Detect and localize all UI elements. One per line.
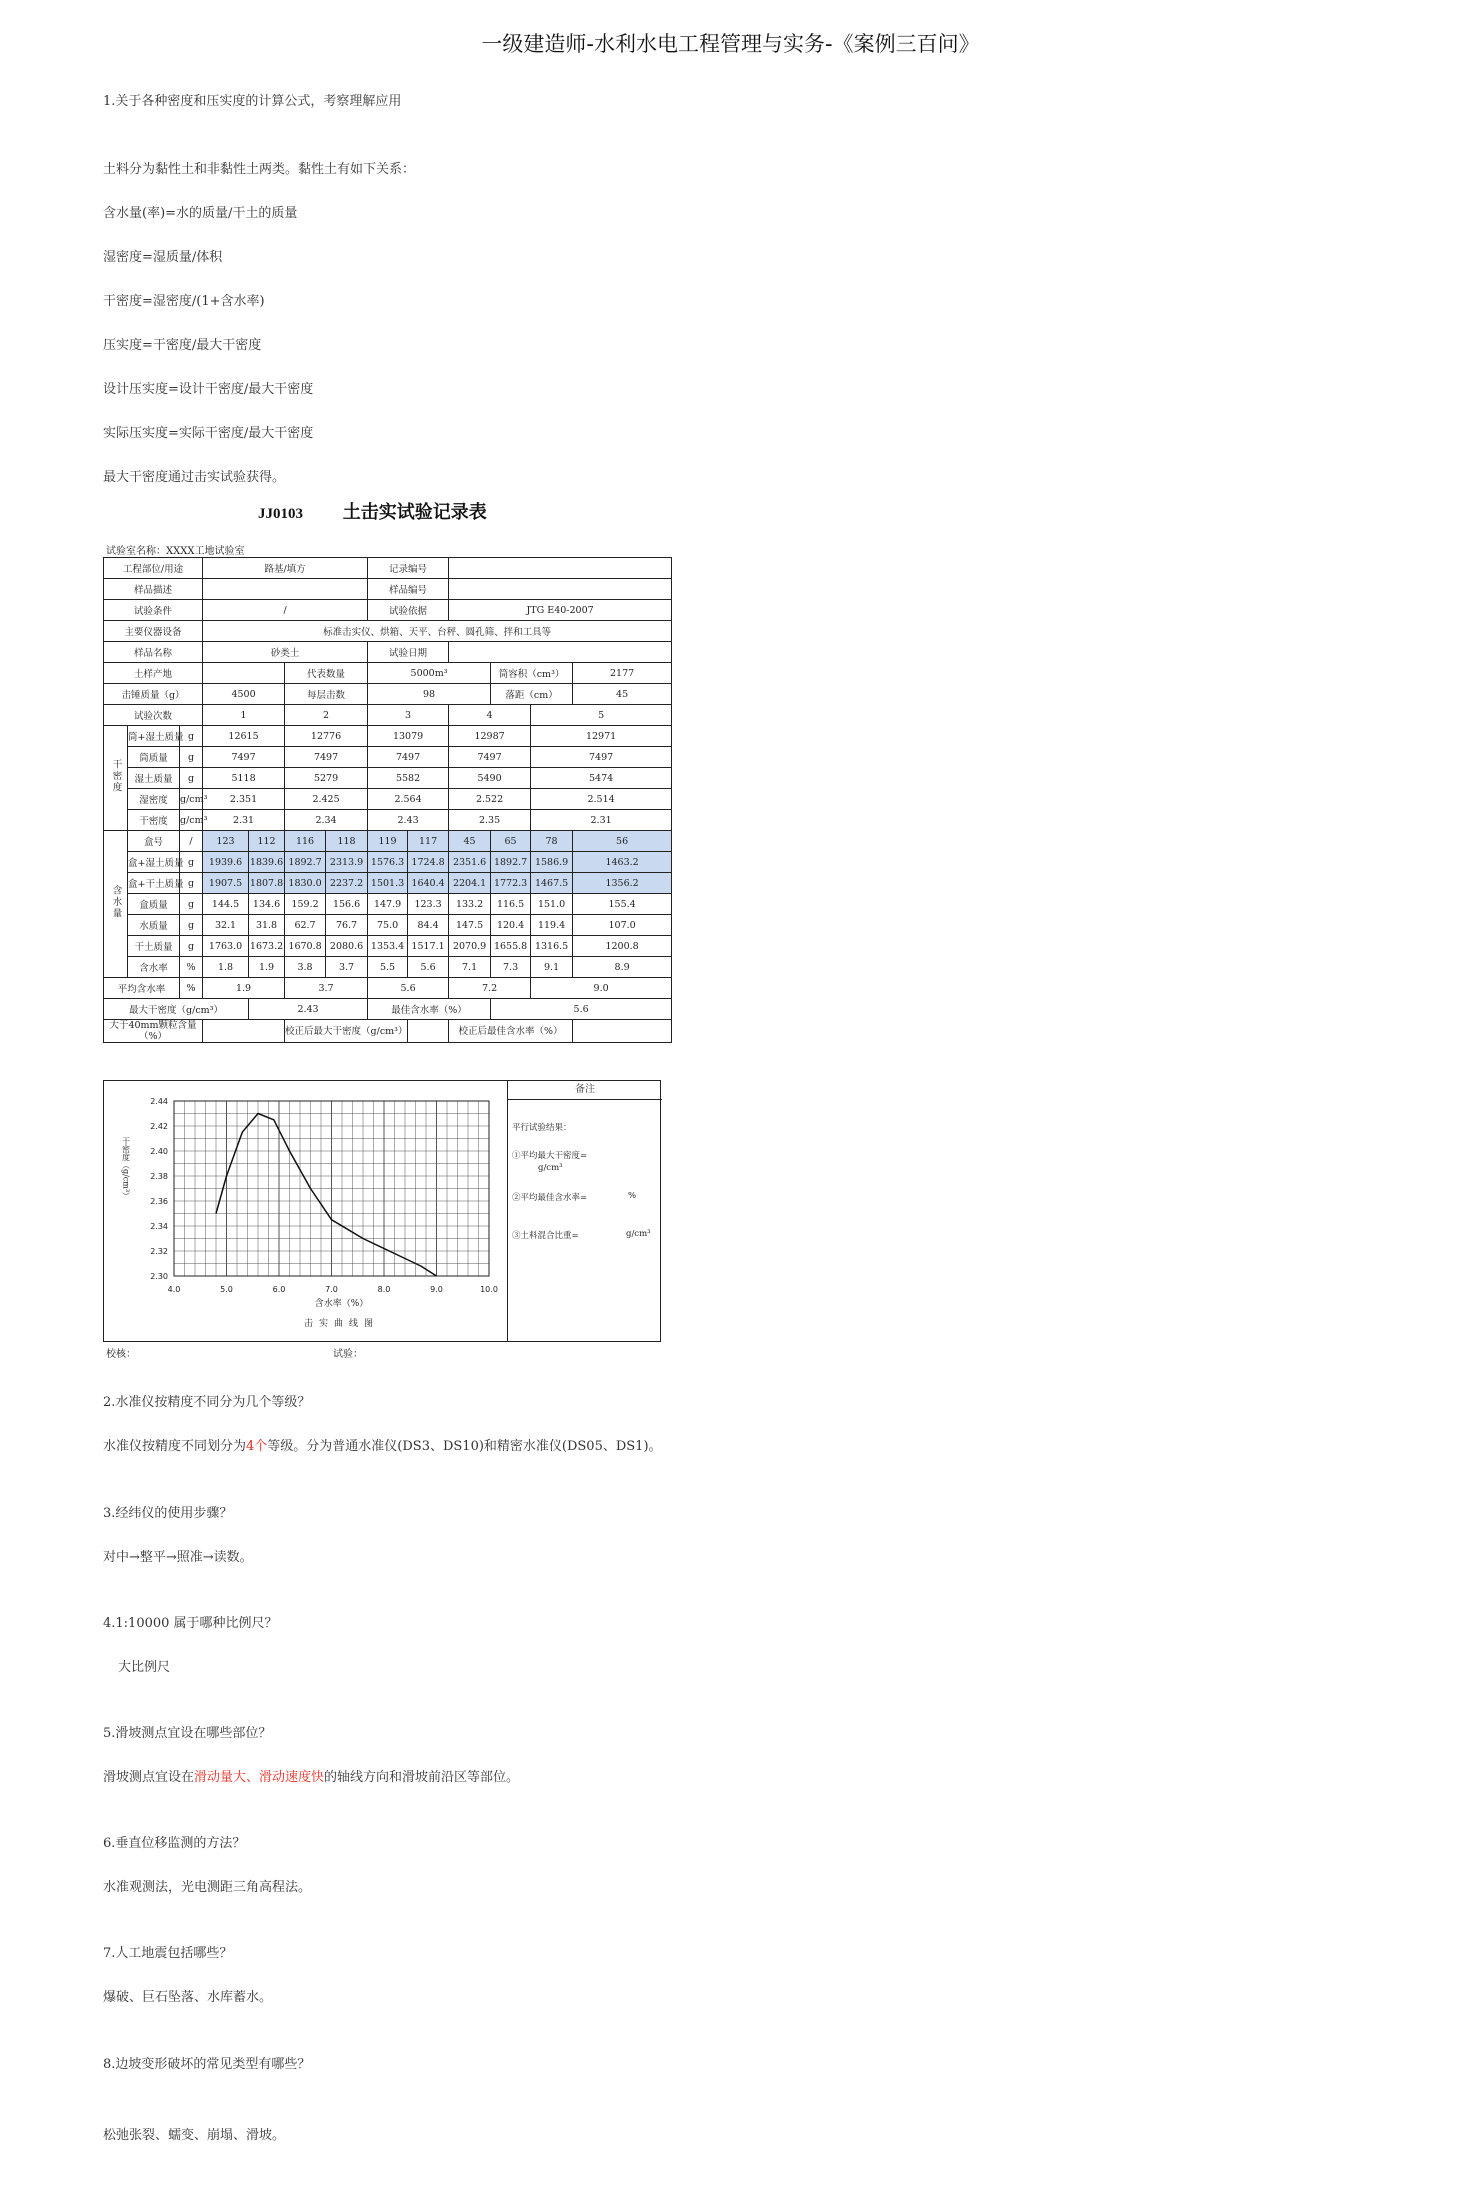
answer-2-post: 等级。分为普通水准仪(DS3、DS10)和精密水准仪(DS05、DS1)。 <box>267 1439 662 1454</box>
form-code: JJ0103 <box>258 506 303 522</box>
check-label: 校核： <box>106 1349 136 1360</box>
formula-actual-compaction: 实际压实度=实际干密度/最大干密度 <box>103 426 314 441</box>
value-cell: 76.7 <box>326 915 368 936</box>
intro-text: 土料分为黏性土和非黏性土两类。黏性土有如下关系： <box>103 162 416 177</box>
dry-density-row <box>104 789 672 810</box>
row-unit: g <box>180 852 203 873</box>
row-unit: g <box>180 747 203 768</box>
value-cell: 1772.3 <box>491 873 531 894</box>
answer-2-highlight: 4个 <box>246 1439 268 1454</box>
answer-5 <box>103 1766 519 1785</box>
cell: 5.6 <box>491 999 672 1020</box>
cell: 试验条件 <box>104 600 203 621</box>
answer-5-post: 的轴线方向和滑坡前沿区等部位。 <box>324 1770 520 1785</box>
row-label: 盒号 <box>128 831 180 852</box>
value-cell: 2.43 <box>368 810 449 831</box>
cell <box>449 558 672 579</box>
value-cell: 1673.2 <box>249 936 285 957</box>
value-cell: 2.351 <box>203 789 285 810</box>
value-cell: 5.5 <box>368 957 408 978</box>
value-cell: 159.2 <box>285 894 326 915</box>
value-cell: 7497 <box>368 747 449 768</box>
row-label: 盒+湿土质量 <box>128 852 180 873</box>
row-equipment <box>104 621 672 642</box>
row-label: 含水率 <box>128 957 180 978</box>
water-content-row <box>104 936 672 957</box>
value-cell: 12776 <box>285 726 368 747</box>
value-cell: 7497 <box>203 747 285 768</box>
water-content-row <box>104 873 672 894</box>
cell: 1.9 <box>203 978 285 999</box>
value-cell: 123.3 <box>408 894 449 915</box>
value-cell: 119 <box>368 831 408 852</box>
cell: 每层击数 <box>285 684 368 705</box>
row-sample-desc <box>104 579 672 600</box>
row-label: 干土质量 <box>128 936 180 957</box>
value-cell: 2.34 <box>285 810 368 831</box>
compaction-curve-chart <box>104 1081 504 1341</box>
value-cell: 1.9 <box>249 957 285 978</box>
value-cell: 45 <box>449 831 491 852</box>
note-unit-3: g/cm³ <box>626 1229 651 1239</box>
row-project <box>104 558 672 579</box>
value-cell: 1830.0 <box>285 873 326 894</box>
y-tick-label: 2.44 <box>150 1097 168 1106</box>
question-1: 1.关于各种密度和压实度的计算公式，考察理解应用 <box>103 94 402 109</box>
value-cell: 2.31 <box>531 810 672 831</box>
row-label: 水质量 <box>128 915 180 936</box>
cell: 样品描述 <box>104 579 203 600</box>
question-6: 6.垂直位移监测的方法？ <box>103 1836 246 1851</box>
cell: 落距（cm） <box>491 684 573 705</box>
dry-density-row <box>104 747 672 768</box>
record-table <box>103 557 672 1043</box>
answer-6: 水准观测法，光电测距三角高程法。 <box>103 1880 312 1895</box>
y-tick-label: 2.36 <box>150 1197 168 1206</box>
x-tick-label: 9.0 <box>430 1285 443 1294</box>
value-cell: 1576.3 <box>368 852 408 873</box>
row-unit: g <box>180 936 203 957</box>
answer-8: 松弛张裂、蠕变、崩塌、滑坡。 <box>103 2128 286 2143</box>
answer-2 <box>103 1435 662 1454</box>
x-axis-label: 含水率（%） <box>314 1299 369 1309</box>
cell <box>573 1020 672 1043</box>
y-tick-label: 2.42 <box>150 1122 168 1131</box>
cell: 45 <box>573 684 672 705</box>
compaction-test-record-form <box>103 495 663 1360</box>
answer-7: 爆破、巨石坠落、水库蓄水。 <box>103 1990 273 2005</box>
cell: 平均含水率 <box>104 978 180 999</box>
value-cell: 1655.8 <box>491 936 531 957</box>
row-label: 湿土质量 <box>128 768 180 789</box>
answer-5-highlight: 滑动量大、滑动速度快 <box>194 1770 325 1785</box>
cell: 5000m³ <box>368 663 491 684</box>
cell: 试验次数 <box>104 705 203 726</box>
cell: 记录编号 <box>368 558 449 579</box>
value-cell: 9.1 <box>531 957 573 978</box>
row-unit: g <box>180 894 203 915</box>
value-cell: 2.425 <box>285 789 368 810</box>
value-cell: 1807.8 <box>249 873 285 894</box>
value-cell: 84.4 <box>408 915 449 936</box>
row-avg-wc <box>104 978 672 999</box>
value-cell: 1517.1 <box>408 936 449 957</box>
row-label: 湿密度 <box>128 789 180 810</box>
cell: 3.7 <box>285 978 368 999</box>
value-cell: 32.1 <box>203 915 249 936</box>
row-unit: g/cm³ <box>180 810 203 831</box>
x-tick-label: 5.0 <box>220 1285 233 1294</box>
value-cell: 5118 <box>203 768 285 789</box>
x-tick-label: 6.0 <box>272 1285 286 1294</box>
y-tick-label: 2.34 <box>150 1222 168 1231</box>
value-cell: 1467.5 <box>531 873 573 894</box>
note-avg-opt-wc: ②平均最佳含水率= <box>512 1193 588 1203</box>
value-cell: 5.6 <box>408 957 449 978</box>
cell: 98 <box>368 684 491 705</box>
answer-3: 对中→整平→照准→读数。 <box>103 1550 253 1565</box>
cell: 9.0 <box>531 978 672 999</box>
cell: 最佳含水率（%） <box>368 999 491 1020</box>
value-cell: 8.9 <box>573 957 672 978</box>
question-3: 3.经纬仪的使用步骤？ <box>103 1506 233 1521</box>
compaction-curve-series <box>216 1114 437 1277</box>
value-cell: 156.6 <box>326 894 368 915</box>
water-content-row <box>104 894 672 915</box>
row-unit: g <box>180 726 203 747</box>
y-tick-label: 2.38 <box>150 1172 168 1181</box>
row-label: 盒+干土质量 <box>128 873 180 894</box>
value-cell: 107.0 <box>573 915 672 936</box>
value-cell: 117 <box>408 831 449 852</box>
value-cell: 5279 <box>285 768 368 789</box>
row-unit: g <box>180 768 203 789</box>
value-cell: 7497 <box>285 747 368 768</box>
value-cell: 144.5 <box>203 894 249 915</box>
value-cell: 1353.4 <box>368 936 408 957</box>
x-tick-label: 4.0 <box>167 1285 181 1294</box>
value-cell: 1939.6 <box>203 852 249 873</box>
cell: 1 <box>203 705 285 726</box>
value-cell: 65 <box>491 831 531 852</box>
value-cell: 1763.0 <box>203 936 249 957</box>
cell: 5 <box>531 705 672 726</box>
value-cell: 7497 <box>449 747 531 768</box>
cell: 样品名称 <box>104 642 203 663</box>
value-cell: 1586.9 <box>531 852 573 873</box>
notes-title: 备注 <box>508 1081 662 1100</box>
cell: % <box>180 978 203 999</box>
cell: 7.2 <box>449 978 531 999</box>
value-cell: 62.7 <box>285 915 326 936</box>
value-cell: 2070.9 <box>449 936 491 957</box>
question-4: 4.1:10000 属于哪种比例尺？ <box>103 1616 278 1631</box>
water-content-group <box>104 831 128 978</box>
y-tick-label: 2.30 <box>150 1272 168 1281</box>
cell: 砂类土 <box>203 642 368 663</box>
value-cell: 116.5 <box>491 894 531 915</box>
row-label: 筒+湿土质量 <box>128 726 180 747</box>
cell: 筒容积（cm³） <box>491 663 573 684</box>
cell <box>203 1020 285 1043</box>
row-origin <box>104 663 672 684</box>
group-label: 含水量 <box>110 885 122 920</box>
question-7: 7.人工地震包括哪些？ <box>103 1946 233 1961</box>
cell <box>203 663 285 684</box>
cell: 大于40mm颗粒含量（%） <box>104 1020 203 1043</box>
value-cell: 2.31 <box>203 810 285 831</box>
cell: 校正后最佳含水率（%） <box>449 1020 573 1043</box>
value-cell: 1200.8 <box>573 936 672 957</box>
row-label: 干密度 <box>128 810 180 831</box>
compaction-curve-area <box>103 1080 661 1342</box>
cell: 试验依据 <box>368 600 449 621</box>
value-cell: 123 <box>203 831 249 852</box>
value-cell: 31.8 <box>249 915 285 936</box>
row-label: 筒质量 <box>128 747 180 768</box>
cell: 5.6 <box>368 978 449 999</box>
row-hammer <box>104 684 672 705</box>
form-title <box>258 498 487 524</box>
value-cell: 1724.8 <box>408 852 449 873</box>
water-content-row <box>104 831 672 852</box>
cell: 代表数量 <box>285 663 368 684</box>
formula-wet-density: 湿密度=湿质量/体积 <box>103 250 223 265</box>
cell: 试验日期 <box>368 642 449 663</box>
dry-density-row <box>104 726 672 747</box>
cell: 样品编号 <box>368 579 449 600</box>
form-name: 土击实试验记录表 <box>342 502 487 522</box>
cell: 最大干密度（g/cm³） <box>104 999 249 1020</box>
test-label: 试验： <box>333 1349 363 1360</box>
value-cell: 2.564 <box>368 789 449 810</box>
x-tick-label: 8.0 <box>377 1285 391 1294</box>
value-cell: 119.4 <box>531 915 573 936</box>
value-cell: 112 <box>249 831 285 852</box>
value-cell: 1839.6 <box>249 852 285 873</box>
answer-4: 大比例尺 <box>118 1660 171 1675</box>
page-title: 一级建造师-水利水电工程管理与实务-《案例三百问》 <box>481 32 980 56</box>
value-cell: 133.2 <box>449 894 491 915</box>
formula-design-compaction: 设计压实度=设计干密度/最大干密度 <box>103 382 314 397</box>
dry-density-row <box>104 768 672 789</box>
value-cell: 2.522 <box>449 789 531 810</box>
cell <box>408 1020 449 1043</box>
note-unit-1: g/cm³ <box>538 1163 563 1173</box>
formula-water-content: 含水量(率)=水的质量/干土的质量 <box>103 206 298 221</box>
value-cell: 1670.8 <box>285 936 326 957</box>
value-cell: 2.514 <box>531 789 672 810</box>
value-cell: 1463.2 <box>573 852 672 873</box>
formula-max-dry-density: 最大干密度通过击实试验获得。 <box>103 470 286 485</box>
cell: 4500 <box>203 684 285 705</box>
cell: 工程部位/用途 <box>104 558 203 579</box>
value-cell: 13079 <box>368 726 449 747</box>
cell <box>449 579 672 600</box>
value-cell: 3.7 <box>326 957 368 978</box>
row-unit: g/cm³ <box>180 789 203 810</box>
row-unit: % <box>180 957 203 978</box>
cell: 击锤质量（g） <box>104 684 203 705</box>
value-cell: 7.1 <box>449 957 491 978</box>
y-tick-label: 2.40 <box>150 1147 168 1156</box>
value-cell: 1640.4 <box>408 873 449 894</box>
dry-density-group <box>104 726 128 831</box>
row-corrections <box>104 1020 672 1043</box>
row-label: 盒质量 <box>128 894 180 915</box>
chart-title: 击实曲线图 <box>303 1319 380 1329</box>
value-cell: 1.8 <box>203 957 249 978</box>
value-cell: 1356.2 <box>573 873 672 894</box>
y-tick-label: 2.32 <box>150 1247 168 1256</box>
value-cell: 120.4 <box>491 915 531 936</box>
value-cell: 1907.5 <box>203 873 249 894</box>
value-cell: 1892.7 <box>285 852 326 873</box>
row-max-dry <box>104 999 672 1020</box>
y-axis-label: 干密度（g/cm³） <box>121 1136 131 1201</box>
value-cell: 5474 <box>531 768 672 789</box>
cell: 路基/填方 <box>203 558 368 579</box>
value-cell: 12987 <box>449 726 531 747</box>
value-cell: 2080.6 <box>326 936 368 957</box>
notes-panel <box>507 1081 662 1341</box>
value-cell: 7.3 <box>491 957 531 978</box>
formula-compaction: 压实度=干密度/最大干密度 <box>103 338 262 353</box>
value-cell: 147.5 <box>449 915 491 936</box>
value-cell: 1316.5 <box>531 936 573 957</box>
cell <box>449 642 672 663</box>
note-parallel: 平行试验结果： <box>512 1123 572 1133</box>
answer-5-pre: 滑坡测点宜设在 <box>103 1770 195 1785</box>
cell: 2.43 <box>249 999 368 1020</box>
value-cell: 5582 <box>368 768 449 789</box>
cell: 2177 <box>573 663 672 684</box>
value-cell: 75.0 <box>368 915 408 936</box>
row-conditions <box>104 600 672 621</box>
cell <box>203 579 368 600</box>
water-content-row <box>104 957 672 978</box>
row-sample-name <box>104 642 672 663</box>
water-content-row <box>104 852 672 873</box>
cell: 2 <box>285 705 368 726</box>
cell: 主要仪器设备 <box>104 621 203 642</box>
cell: 校正后最大干密度（g/cm³） <box>285 1020 408 1043</box>
value-cell: 147.9 <box>368 894 408 915</box>
value-cell: 3.8 <box>285 957 326 978</box>
dry-density-row <box>104 810 672 831</box>
cell: 4 <box>449 705 531 726</box>
value-cell: 12615 <box>203 726 285 747</box>
lab-name: 试验室名称：XXXX工地试验室 <box>106 546 245 557</box>
value-cell: 134.6 <box>249 894 285 915</box>
group-label: 干密度 <box>110 759 122 794</box>
value-cell: 2204.1 <box>449 873 491 894</box>
value-cell: 116 <box>285 831 326 852</box>
value-cell: 1892.7 <box>491 852 531 873</box>
value-cell: 155.4 <box>573 894 672 915</box>
value-cell: 7497 <box>531 747 672 768</box>
question-5: 5.滑坡测点宜设在哪些部位？ <box>103 1726 272 1741</box>
row-unit: g <box>180 873 203 894</box>
water-content-row <box>104 915 672 936</box>
question-8: 8.边坡变形破坏的常见类型有哪些？ <box>103 2057 311 2072</box>
value-cell: 151.0 <box>531 894 573 915</box>
note-avg-max-dry: ①平均最大干密度= <box>512 1151 588 1161</box>
value-cell: 5490 <box>449 768 531 789</box>
value-cell: 118 <box>326 831 368 852</box>
row-unit: g <box>180 915 203 936</box>
x-tick-label: 7.0 <box>325 1285 338 1294</box>
value-cell: 2.35 <box>449 810 531 831</box>
formula-dry-density: 干密度=湿密度/(1+含水率) <box>103 294 265 309</box>
cell: 3 <box>368 705 449 726</box>
cell: / <box>203 600 368 621</box>
value-cell: 2237.2 <box>326 873 368 894</box>
answer-2-pre: 水准仪按精度不同划分为 <box>103 1439 247 1454</box>
row-unit: / <box>180 831 203 852</box>
value-cell: 12971 <box>531 726 672 747</box>
value-cell: 2313.9 <box>326 852 368 873</box>
cell: 土样产地 <box>104 663 203 684</box>
question-2: 2.水准仪按精度不同分为几个等级？ <box>103 1395 311 1410</box>
cell: JTG E40-2007 <box>449 600 672 621</box>
value-cell: 2351.6 <box>449 852 491 873</box>
note-mix-ratio: ③土料混合比重= <box>512 1231 579 1241</box>
row-trials <box>104 705 672 726</box>
x-tick-label: 10.0 <box>480 1285 498 1294</box>
value-cell: 78 <box>531 831 573 852</box>
value-cell: 56 <box>573 831 672 852</box>
value-cell: 1501.3 <box>368 873 408 894</box>
cell: 标准击实仪、烘箱、天平、台秤、圆孔筛、拌和工具等 <box>203 621 672 642</box>
note-unit-2: % <box>628 1191 637 1201</box>
